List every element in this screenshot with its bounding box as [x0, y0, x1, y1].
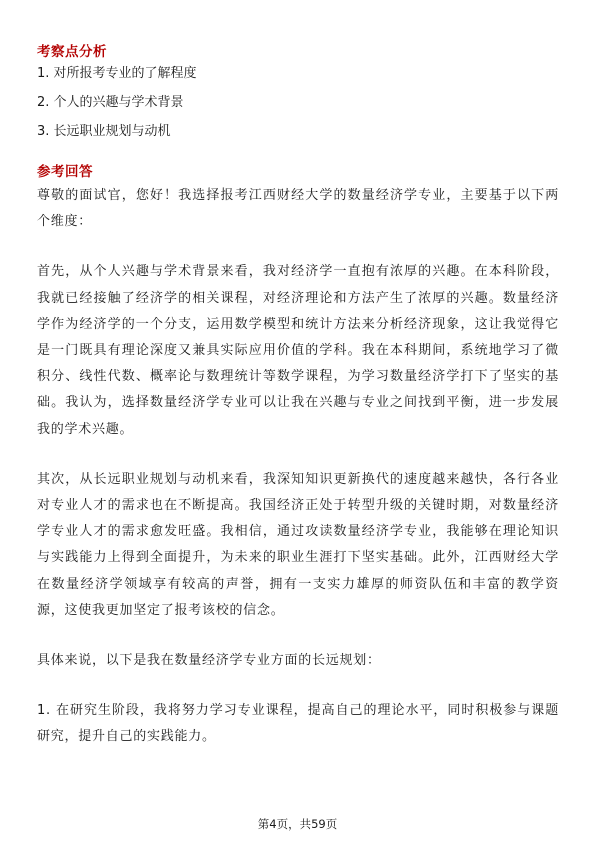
answer-paragraph-greeting: 尊敬的面试官，您好！我选择报考江西财经大学的数量经济学专业，主要基于以下两个维度： — [37, 188, 559, 230]
analysis-heading: 考察点分析 — [37, 44, 107, 60]
page-number: 第4页，共59页 — [257, 817, 338, 831]
answer-body — [37, 183, 559, 775]
answer-paragraph-interest: 首先，从个人兴趣与学术背景来看，我对经济学一直抱有浓厚的兴趣。在本科阶段，我就已经接触了经济学的相关课程，对经济理论和方法产生了浓厚的兴趣。数量经济学作为经济学的一个分支，运用数学模型和统计方法来分析经济现象，这让我觉得它是一门既具有理论深度又兼具实际应用价值的学科。我在本科期间，系统地学习了微积分、线性代数、概率论与数理统计等数学课程，为学习数量经济学打下了坚实的基础。我认为，选择数量经济学专业可以让我在兴趣与专业之间找到平衡，进一步发展我的学术兴趣。 — [37, 264, 559, 437]
answer-paragraph-career: 其次，从长远职业规划与动机来看，我深知知识更新换代的速度越来越快，各行各业对专业人才的需求也在不断提高。我国经济正处于转型升级的关键时期，对数量经济学专业人才的需求愈发旺盛。我相信，通过攻读数量经济学专业，我能够在理论知识与实践能力上得到全面提升，为未来的职业生涯打下坚实基础。此外，江西财经大学在数量经济学领域享有较高的声誉，拥有一支实力雄厚的师资队伍和丰富的教学资源，这使我更加坚定了报考该校的信念。 — [37, 471, 559, 618]
answer-paragraph-plan-intro: 具体来说，以下是我在数量经济学专业方面的长远规划： — [37, 653, 381, 669]
answer-heading: 参考回答 — [37, 164, 93, 180]
analysis-point: 3. 长远职业规划与动机 — [37, 124, 171, 139]
analysis-point-list — [37, 64, 197, 151]
analysis-point: 2. 个人的兴趣与学术背景 — [37, 95, 184, 110]
answer-paragraph-plan-item: 1. 在研究生阶段，我将努力学习专业课程，提高自己的理论水平，同时积极参与课题研究，提升自己的实践能力。 — [37, 703, 559, 745]
analysis-point: 1. 对所报考专业的了解程度 — [37, 66, 197, 81]
